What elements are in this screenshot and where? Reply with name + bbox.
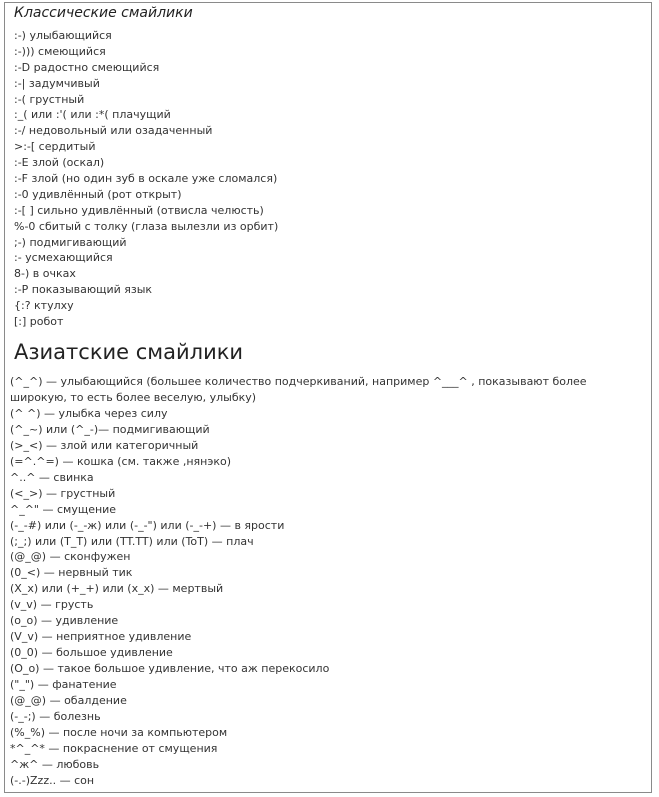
asian-item: (O_o) — такое большое удивление, что аж перекосило <box>10 662 330 675</box>
asian-item: *^_^* — покраснение от смущения <box>10 741 218 755</box>
classic-item: 8-) в очках <box>14 267 76 281</box>
asian-item: (>_<) — злой или категоричный <box>10 438 199 452</box>
asian-item: (o_o) — удивление <box>10 614 119 628</box>
classic-item: %-0 сбитый с толку (глаза вылезли из орбит) <box>14 219 279 233</box>
asian-item: (%_%) — после ночи за компьютером <box>10 725 228 739</box>
classic-item: >:-[ сердитый <box>14 140 96 154</box>
classic-item: {:? ктулху <box>14 299 74 313</box>
classic-section-title: Классические смайлики <box>14 5 193 21</box>
asian-item: (V_v) — неприятное удивление <box>10 630 192 644</box>
asian-item: (0_0) — большое удивление <box>10 646 173 660</box>
classic-item: :- усмехающийся <box>14 251 113 265</box>
classic-item: :-E злой (оскал) <box>14 156 105 170</box>
classic-item: :-))) смеющийся <box>14 44 106 58</box>
asian-section-title: Азиатские смайлики <box>14 340 244 364</box>
classic-item: :-D радостно смеющийся <box>14 60 160 74</box>
asian-item: (=^.^=) — кошка (см. также ,нянэко) <box>10 454 232 468</box>
classic-item: :-0 удивлённый (рот открыт) <box>14 187 182 201</box>
asian-item: ^_^" — смущение <box>10 502 117 516</box>
classic-item: [:] робот <box>14 315 64 329</box>
classic-item: ;-) подмигивающий <box>14 235 127 249</box>
asian-item: (@_@) — обалдение <box>10 693 127 707</box>
classic-item: :-( грустный <box>14 92 85 106</box>
classic-emoticon-list <box>14 28 278 330</box>
asian-item: (-_-#) или (-_-ж) или (-_-") или (-_-+) — в ярости <box>10 518 285 532</box>
classic-item: :-) улыбающийся <box>14 29 112 42</box>
asian-item: ("_") — фанатение <box>10 677 117 691</box>
classic-item: :-P показывающий язык <box>14 283 153 297</box>
asian-item: (;_;) или (T_T) или (TT.TT) или (ToT) — плач <box>10 534 254 548</box>
asian-item: (<_>) — грустный <box>10 486 116 500</box>
asian-item: (^_~) или (^_-)— подмигивающий <box>10 422 210 436</box>
asian-item: (^ ^) — улыбка через силу <box>10 407 168 420</box>
asian-item: (-_-;) — болезнь <box>10 709 101 723</box>
asian-item: ^..^ — свинка <box>10 470 94 484</box>
asian-item: (0_<) — нервный тик <box>10 566 133 580</box>
asian-item: (-.-)Zzz.. — сон <box>10 773 95 787</box>
classic-item: :-[ ] сильно удивлённый (отвисла челюсть) <box>14 203 264 217</box>
asian-item: (v_v) — грусть <box>10 598 94 612</box>
classic-item: :-F злой (но один зуб в оскале уже сломался) <box>14 172 278 186</box>
asian-intro-text: (^_^) — улыбающийся (большее количество подчеркиваний, например ^___^ , показывают более широкую, то есть более веселую, улыбку) <box>10 375 587 404</box>
classic-item: :-/ недовольный или озадаченный <box>14 124 213 138</box>
asian-item: (X_x) или (+_+) или (x_x) — мертвый <box>10 582 224 596</box>
asian-item: (@_@) — сконфужен <box>10 550 131 564</box>
classic-item: :_( или :'( или :*( плачущий <box>14 108 171 122</box>
asian-item: ^ж^ — любовь <box>10 757 100 771</box>
asian-emoticon-list <box>10 406 329 789</box>
classic-item: :-| задумчивый <box>14 76 100 90</box>
